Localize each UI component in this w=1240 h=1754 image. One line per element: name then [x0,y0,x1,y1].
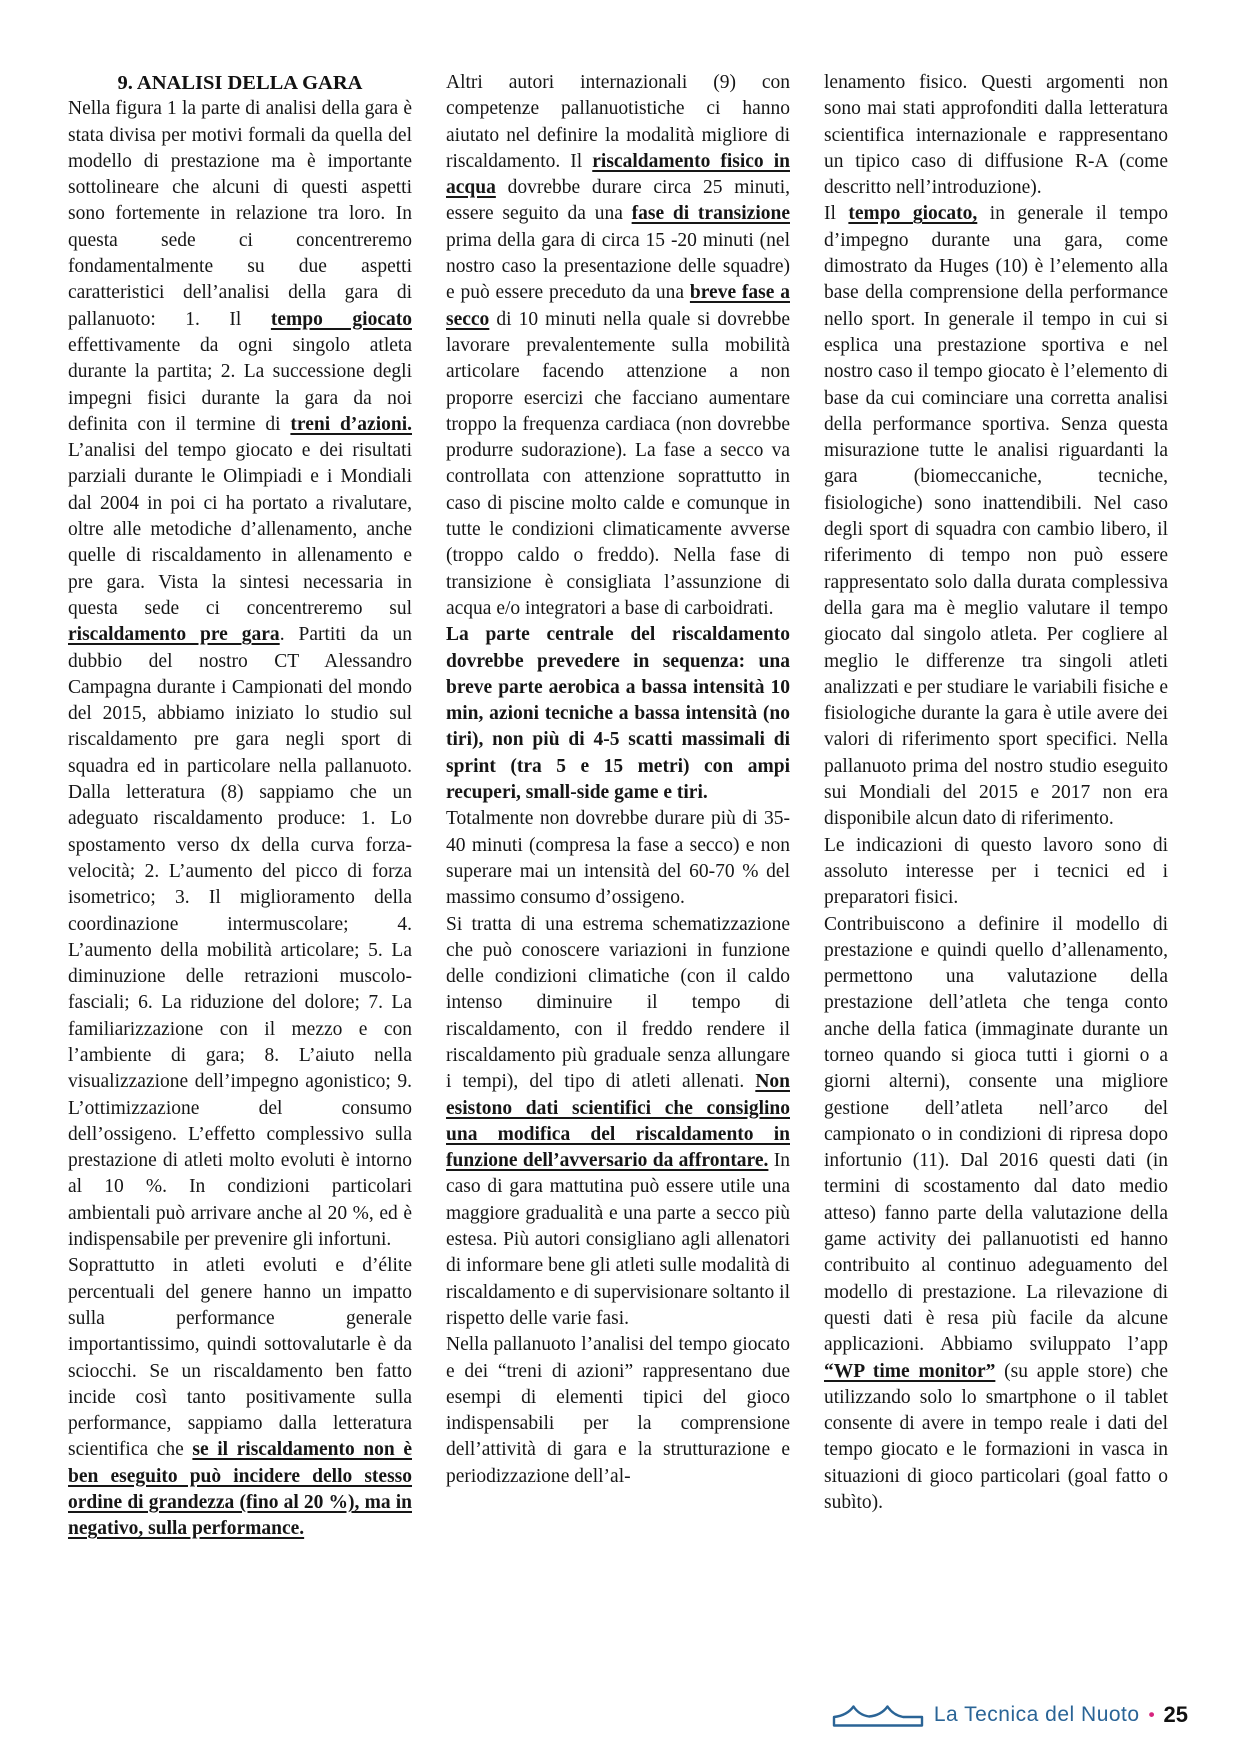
emphasized-phrase: Non esistono dati scientifici che consiglino una modifica del riscaldamento in funzione dell’avversario da affrontare. [446,1071,790,1172]
paragraph: Altri autori internazionali (9) con competenze pallanuotistiche ci hanno aiutato nel definire la modalità migliore di riscaldamento. Il riscaldamento fisico in acqua dovrebbe durare circa 25 minuti, essere seguito da una fase di transizione prima della gara di circa 15 -20 minuti (nel nostro caso la presentazione delle squadre) e può essere preceduto da una breve fase a secco di 10 minuti nella quale si dovrebbe lavorare prevalentemente sulla mobilità articolare facendo attenzione a non proporre esercizi che facciano aumentare troppo la frequenza cardiaca (non dovrebbe produrre sudorazione). La fase a secco va controllata con attenzione soprattutto in caso di piscine molto calde e comunque in tutte le condizioni climaticamente avverse (troppo caldo o freddo). Nella fase di transizione è consigliata l’assunzione di acqua e/o integratori a base di carboidrati. [446,72,790,619]
article-column-2 [446,70,790,1543]
footer-bullet: • [1148,1704,1155,1724]
emphasized-phrase: se il riscaldamento non è ben eseguito può incidere dello stesso ordine di grandezza (fino al 20 %), ma in negativo, sulla performance. [68,1439,412,1540]
paragraph: lenamento fisico. Questi argomenti non sono mai stati approfonditi dalla letteratura scientifica internazionale e rappresentano un tipico caso di diffusione R-A (come descritto nell’introduzione). [824,72,1168,199]
paragraph: Soprattutto in atleti evoluti e d’élite percentuali del genere hanno un impatto sulla performance generale importantissimo, quindi sottovalutarle è da sciocchi. Se un riscaldamento ben fatto incide così tanto positivamente sulla performance, sappiamo dalla letteratura scientifica che se il riscaldamento non è ben eseguito può incidere dello stesso ordine di grandezza (fino al 20 %), ma in negativo, sulla performance. [68,1255,412,1540]
emphasized-phrase: fase di transizione [631,203,790,225]
paragraph: La parte centrale del riscaldamento dovrebbe prevedere in sequenza: una breve parte aerobica a bassa intensità 10 min, azioni tecniche a bassa intensità (no tiri), non più di 4-5 scatti massimali di sprint (tra 5 e 15 metri) con ampi recuperi, small-side game e tiri. [446,624,790,804]
emphasized-phrase: tempo giocato [270,308,412,330]
page-number: 25 [1163,1701,1188,1727]
paragraph: Si tratta di una estrema schematizzazione che può conoscere variazioni in funzione delle condizioni climatiche (con il caldo intenso diminuire il tempo di riscaldamento, con il freddo rendere il riscaldamento più graduale senza allungare i tempi), del tipo di atleti allenati. Non esistono dati scientifici che consiglino una modifica del riscaldamento in funzione dell’avversario da affrontare. In caso di gara mattutina può essere utile una maggiore gradualità e una parte a secco più estesa. Più autori consigliano agli allenatori di informare bene gli atleti sulle modalità di riscaldamento e di supervisionare soltanto il rispetto delle varie fasi. [446,913,790,1329]
page-footer [831,1701,1188,1728]
paragraph: Nella pallanuoto l’analisi del tempo giocato e dei “treni di azioni” rappresentano due esempi di elementi tipici del gioco indispensabili per la comprensione dell’attività di gara e la strutturazione e periodizzazione dell’al- [446,1334,790,1487]
waves-logo-icon [831,1701,925,1728]
article-column-1 [68,70,412,1543]
emphasized-phrase: riscaldamento fisico in acqua [446,150,790,199]
paragraph: Totalmente non dovrebbe durare più di 35-40 minuti (compresa la fase a secco) e non superare mai un intensità del 60-70 % del massimo consumo d’ossigeno. [446,808,790,909]
section-heading: 9. ANALISI DELLA GARA [117,72,363,94]
emphasized-phrase: treni d’azioni. [290,413,412,435]
magazine-title: La Tecnica del Nuoto [933,1702,1140,1726]
paragraph: Il tempo giocato, in generale il tempo d’impegno durante una gara, come dimostrato da Huges (10) è l’elemento alla base della comprensione della performance nello sport. In generale il tempo in cui si esplica una prestazione sportiva e nel nostro caso il tempo giocato è l’elemento di base da cui cominciare una corretta analisi della performance sportiva. Senza questa misurazione tutte le analisi riguardanti la gara (biomeccaniche, tecniche, fisiologiche) sono inattendibili. Nel caso degli sport di squadra con cambio libero, il riferimento di tempo non può essere rappresentato solo dalla durata complessiva della gara ma è meglio valutare il tempo giocato dal singolo atleta. Per cogliere al meglio le differenze tra singoli atleti analizzati e per studiare le variabili fisiche e fisiologiche durante la gara è utile avere dei valori di riferimento sport specifici. Nella pallanuoto prima del nostro studio eseguito sui Mondiali del 2015 e 2017 non era disponibile alcun dato di riferimento. [824,203,1168,830]
paragraph: Contribuiscono a definire il modello di prestazione e quindi quello d’allenamento, permettono una valutazione della prestazione dell’atleta che tenga conto anche della fatica (immaginate durante un torneo quando si gioca tutti i giorni o a giorni alterni), consente una migliore gestione dell’atleta nell’arco del campionato o in condizioni di ripresa dopo infortunio (11). Dal 2016 questi dati (in termini di scostamento dal dato medio atteso) fanno parte della valutazione della game activity dei pallanuotisti ed hanno contribuito al continuo adeguamento del modello di prestazione. La rilevazione di questi dati è resa più facile da alcune applicazioni. Abbiamo sviluppato l’app “WP time monitor” (su apple store) che utilizzando solo lo smartphone o il tablet consente di avere in tempo reale i dati del tempo giocato e le formazioni in vasca in situazioni di gioco particolari (goal fatto o subìto). [824,913,1168,1514]
paragraph: Le indicazioni di questo lavoro sono di assoluto interesse per i tecnici ed i preparatori fisici. [824,834,1168,909]
emphasized-phrase: “WP time monitor” [824,1360,996,1382]
emphasized-phrase: riscaldamento pre gara [68,624,280,646]
emphasized-phrase: breve fase a secco [446,282,790,330]
emphasized-phrase: tempo giocato, [848,203,978,225]
article-column-3 [824,70,1168,1543]
paragraph: Nella figura 1 la parte di analisi della gara è stata divisa per motivi formali da quella del modello di prestazione ma è importante sottolineare che alcuni di questi aspetti sono fortemente in relazione tra loro. In questa sede ci concentreremo fondamentalmente su due aspetti caratteristici dell’analisi della gara di pallanuoto: 1. Il tempo giocato effettivamente da ogni singolo atleta durante la partita; 2. La successione degli impegni fisici durante la gara da noi definita con il termine di treni d’azioni. L’analisi del tempo giocato e dei risultati parziali durante le Olimpiadi e i Mondiali dal 2004 in poi ci ha portato a rivalutare, oltre alle metodiche d’allenamento, anche quelle di riscaldamento in allenamento e pre gara. Vista la sintesi necessaria in questa sede ci concentreremo sul riscaldamento pre gara. Partiti da un dubbio del nostro CT Alessandro Campagna durante i Campionati del mondo del 2015, abbiamo iniziato lo studio sul riscaldamento pre gara negli sport di squadra ed in particolare nella pallanuoto. Dalla letteratura (8) sappiamo che un adeguato riscaldamento produce: 1. Lo spostamento verso dx della curva forza-velocità; 2. L’aumento del picco di forza isometrico; 3. Il miglioramento della coordinazione intermuscolare; 4. L’aumento della mobilità articolare; 5. La diminuzione delle retrazioni muscolo-fasciali; 6. La riduzione del dolore; 7. La familiarizzazione con il mezzo e con l’ambiente di gara; 8. L’aiuto nella visualizzazione dell’impegno agonistico; 9. L’ottimizzazione del consumo dell’ossigeno. L’effetto complessivo sulla prestazione di atleti molto evoluti è intorno al 10 %. In condizioni particolari ambientali può arrivare anche al 20 %, ed è indispensabile per prevenire gli infortuni. [68,98,412,1251]
article-body [68,70,1168,1543]
